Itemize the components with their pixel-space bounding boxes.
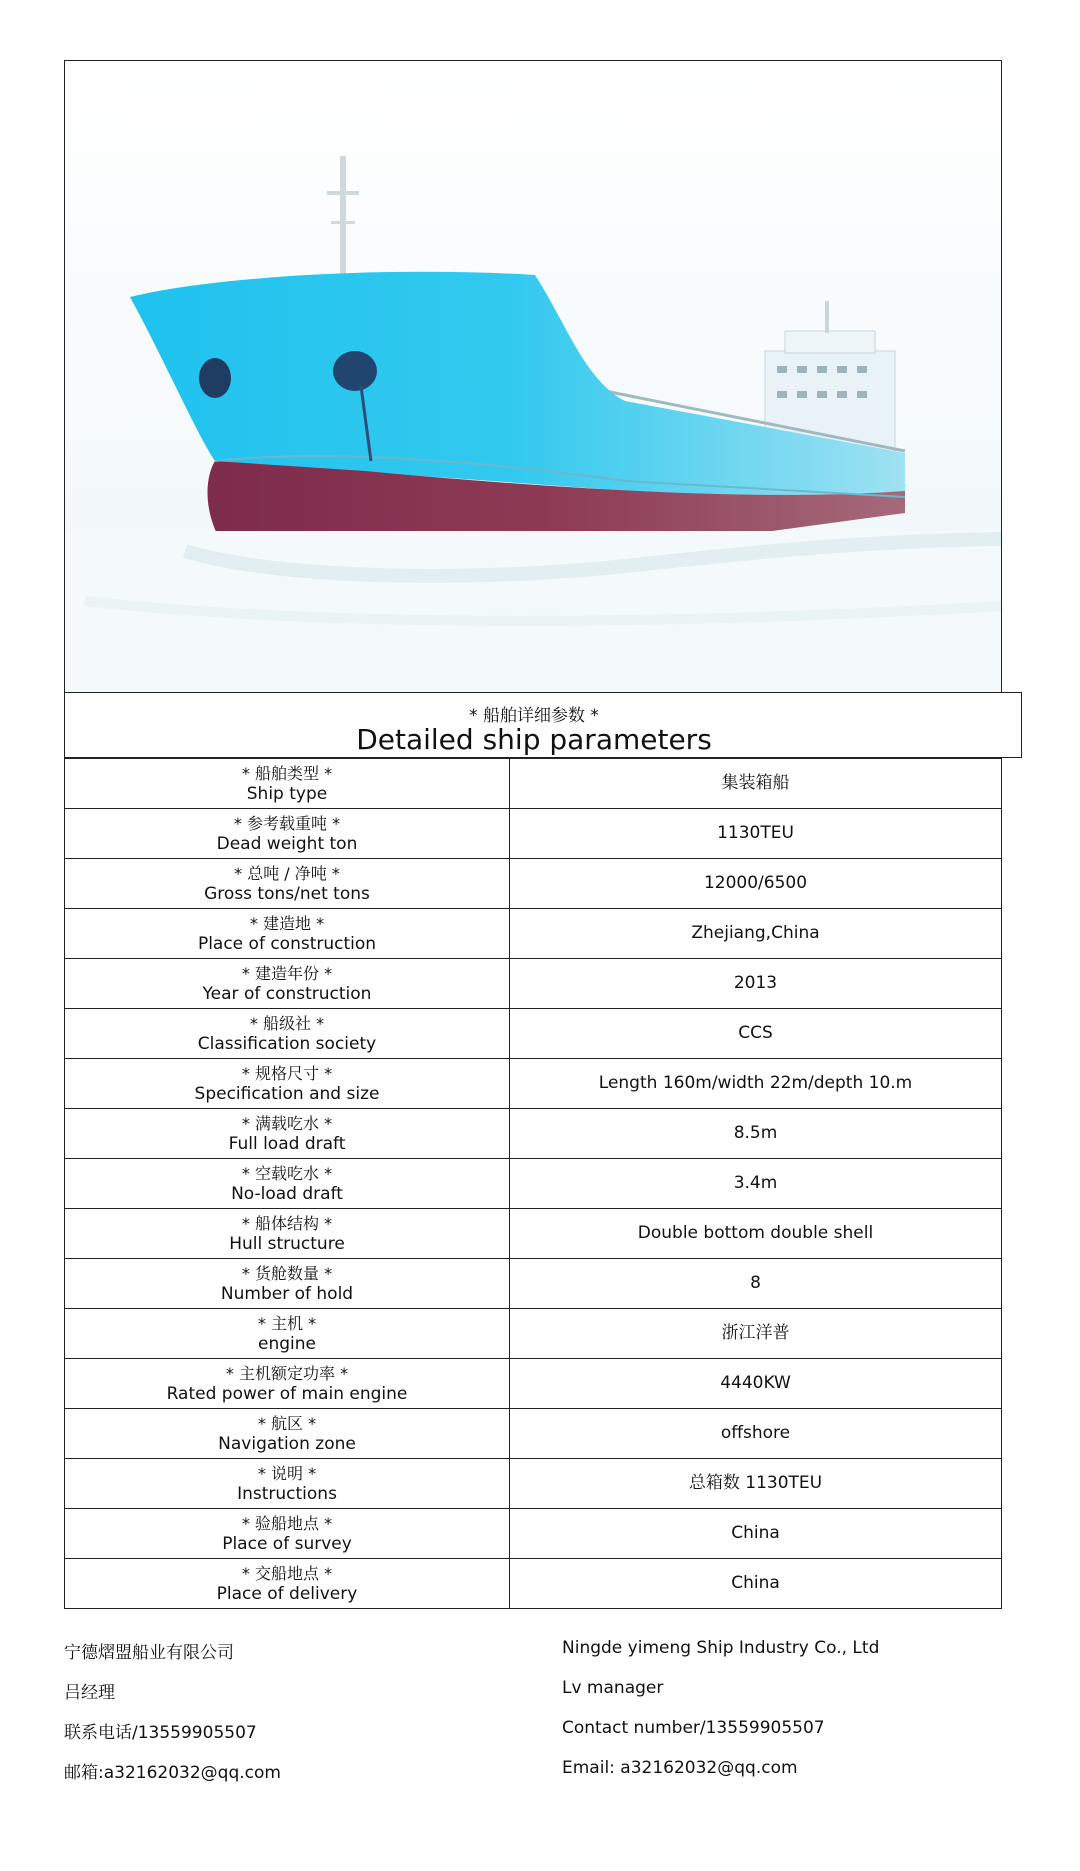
param-label-cn: * 验船地点 * (241, 1513, 333, 1533)
param-label-cell (65, 1509, 510, 1559)
section-title-en: Detailed ship parameters (356, 723, 712, 756)
param-label-cell (65, 1109, 510, 1159)
company-row (64, 1638, 1004, 1678)
phone-row (64, 1718, 1004, 1758)
section-title-cn: * 船舶详细参数 * (469, 706, 599, 726)
param-label-cn: * 参考载重吨 * (233, 813, 341, 833)
param-label-en: Navigation zone (218, 1433, 356, 1454)
table-row (65, 1359, 1002, 1409)
param-label-cn: * 航区 * (257, 1413, 317, 1433)
param-value: 8.5m (510, 1109, 1002, 1159)
param-value: 浙江洋普 (510, 1309, 1002, 1359)
param-label-en: engine (258, 1333, 316, 1354)
param-label-cn: * 满载吃水 * (241, 1113, 333, 1133)
param-value: 集装箱船 (510, 759, 1002, 809)
section-title (64, 692, 1022, 758)
param-value: 8 (510, 1259, 1002, 1309)
ship-parameters-table (64, 758, 1002, 1609)
param-label-cell (65, 1259, 510, 1309)
param-label-en: No-load draft (231, 1183, 343, 1204)
param-label-cn: * 船体结构 * (241, 1213, 333, 1233)
phone-en: Contact number/13559905507 (562, 1718, 825, 1738)
table-row (65, 909, 1002, 959)
param-label-cn: * 总吨 / 净吨 * (234, 863, 340, 883)
param-label-en: Dead weight ton (216, 833, 358, 854)
param-value: Zhejiang,China (510, 909, 1002, 959)
manager-en: Lv manager (562, 1678, 664, 1698)
email-row (64, 1758, 1004, 1798)
table-row (65, 1259, 1002, 1309)
param-label-cn: * 建造地 * (249, 913, 325, 933)
param-label-en: Gross tons/net tons (204, 883, 370, 904)
param-label-en: Place of construction (197, 933, 377, 954)
email-en: Email: a32162032@qq.com (562, 1758, 798, 1778)
param-value: 3.4m (510, 1159, 1002, 1209)
table-row (65, 1059, 1002, 1109)
table-row (65, 1509, 1002, 1559)
company-name-en: Ningde yimeng Ship Industry Co., Ltd (562, 1638, 880, 1658)
company-name-cn: 宁德熠盟船业有限公司 (64, 1643, 234, 1663)
table-row (65, 859, 1002, 909)
table-row (65, 1459, 1002, 1509)
table-row (65, 1109, 1002, 1159)
param-label-cell (65, 959, 510, 1009)
param-value: offshore (510, 1409, 1002, 1459)
param-label-cn: * 主机 * (257, 1313, 317, 1333)
param-label-cn: * 空载吃水 * (241, 1163, 333, 1183)
param-label-cell (65, 1359, 510, 1409)
table-row (65, 1159, 1002, 1209)
param-label-cell (65, 909, 510, 959)
param-label-en: Number of hold (220, 1283, 354, 1304)
param-label-en: Specification and size (194, 1083, 380, 1104)
param-label-cell (65, 1459, 510, 1509)
param-label-en: Hull structure (229, 1233, 345, 1254)
param-label-cn: * 主机额定功率 * (225, 1363, 349, 1383)
param-label-cell (65, 759, 510, 809)
param-value: Double bottom double shell (510, 1209, 1002, 1259)
param-label-cell (65, 1309, 510, 1359)
param-label-cell (65, 859, 510, 909)
param-label-cell (65, 1559, 510, 1609)
param-label-en: Year of construction (202, 983, 372, 1004)
param-label-cn: * 货舱数量 * (241, 1263, 333, 1283)
param-label-en: Ship type (246, 783, 328, 804)
container-ship-illustration (65, 61, 1002, 692)
param-label-cn: * 说明 * (257, 1463, 317, 1483)
param-label-en: Place of delivery (216, 1583, 358, 1604)
param-label-cn: * 船级社 * (249, 1013, 325, 1033)
contact-footer (64, 1638, 1004, 1798)
param-value: 12000/6500 (510, 859, 1002, 909)
table-row (65, 959, 1002, 1009)
param-label-cn: * 交船地点 * (241, 1563, 333, 1583)
table-row (65, 1009, 1002, 1059)
manager-cn: 吕经理 (64, 1683, 115, 1703)
param-value: China (510, 1559, 1002, 1609)
param-label-cn: * 建造年份 * (241, 963, 333, 983)
ship-sheet (64, 60, 1002, 1609)
param-value: Length 160m/width 22m/depth 10.m (510, 1059, 1002, 1109)
param-label-en: Instructions (237, 1483, 337, 1504)
table-row (65, 1559, 1002, 1609)
parameters-body (65, 759, 1002, 1609)
table-row (65, 759, 1002, 809)
table-row (65, 1209, 1002, 1259)
param-label-cell (65, 1159, 510, 1209)
manager-row (64, 1678, 1004, 1718)
param-label-en: Classification society (197, 1033, 377, 1054)
param-label-cn: * 船舶类型 * (241, 763, 333, 783)
param-label-cn: * 规格尺寸 * (241, 1063, 333, 1083)
table-row (65, 1309, 1002, 1359)
param-label-cell (65, 1409, 510, 1459)
param-label-en: Place of survey (222, 1533, 352, 1554)
param-label-cell (65, 809, 510, 859)
param-value: CCS (510, 1009, 1002, 1059)
email-cn: 邮箱:a32162032@qq.com (64, 1763, 281, 1783)
param-label-cell (65, 1209, 510, 1259)
param-label-cell (65, 1059, 510, 1109)
param-value: China (510, 1509, 1002, 1559)
param-label-en: Rated power of main engine (166, 1383, 408, 1404)
param-label-en: Full load draft (228, 1133, 346, 1154)
param-value: 1130TEU (510, 809, 1002, 859)
table-row (65, 1409, 1002, 1459)
ship-photo (64, 60, 1002, 692)
phone-cn: 联系电话/13559905507 (64, 1723, 257, 1743)
param-label-cell (65, 1009, 510, 1059)
param-value: 4440KW (510, 1359, 1002, 1409)
param-value: 2013 (510, 959, 1002, 1009)
table-row (65, 809, 1002, 859)
param-value: 总箱数 1130TEU (510, 1459, 1002, 1509)
